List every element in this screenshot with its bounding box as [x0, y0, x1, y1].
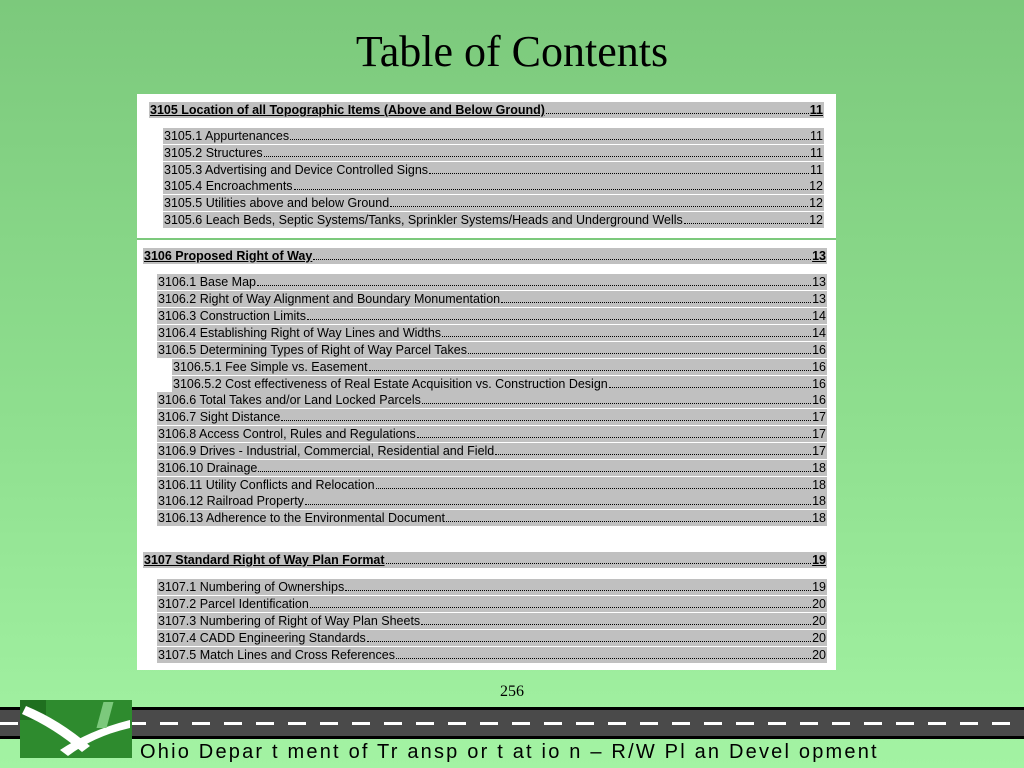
toc-item-page: 12 — [809, 213, 823, 227]
toc-leader — [367, 630, 811, 642]
toc-leader — [546, 102, 809, 114]
page-number: 256 — [500, 683, 524, 700]
toc-item-3106-4 — [157, 325, 827, 341]
toc-item-page: 14 — [812, 326, 826, 340]
toc-item-page: 11 — [810, 163, 823, 177]
toc-item-text: 3106.9 Drives - Industrial, Commercial, Residential and Field — [158, 444, 495, 458]
toc-item-text: 3107.2 Parcel Identification — [158, 597, 309, 611]
toc-item-page: 18 — [812, 461, 826, 475]
toc-leader — [290, 128, 809, 140]
toc-item-3106-9 — [157, 443, 827, 459]
toc-leader — [422, 392, 811, 404]
toc-heading-page: 19 — [812, 553, 826, 567]
toc-item-page: 19 — [812, 580, 826, 594]
toc-item-3107-4 — [157, 630, 827, 646]
toc-item-3107-2 — [157, 596, 827, 612]
road-footer-bar — [0, 707, 1024, 739]
toc-heading-3105 — [149, 102, 824, 118]
toc-leader — [495, 443, 811, 455]
toc-item-text: 3105.4 Encroachments — [164, 179, 293, 193]
section-divider — [137, 238, 836, 240]
toc-item-page: 17 — [812, 410, 826, 424]
toc-leader — [258, 460, 811, 472]
toc-item-page: 20 — [812, 614, 826, 628]
toc-item-3106-13 — [157, 510, 827, 526]
toc-item-text: 3106.5 Determining Types of Right of Way Parcel Takes — [158, 343, 467, 357]
toc-item-text: 3107.5 Match Lines and Cross References — [158, 648, 395, 662]
toc-leader — [257, 274, 811, 286]
toc-leader — [442, 325, 811, 337]
toc-item-page: 12 — [809, 179, 823, 193]
road-lane-dashes — [0, 722, 1024, 725]
toc-leader — [369, 359, 812, 371]
toc-heading-page: 13 — [812, 249, 826, 263]
toc-item-3106-5-2 — [172, 376, 827, 392]
toc-leader — [294, 178, 809, 190]
toc-item-3106-10 — [157, 460, 827, 476]
toc-leader — [305, 493, 811, 505]
toc-item-text: 3106.2 Right of Way Alignment and Boundary Monumentation — [158, 292, 501, 306]
toc-item-3107-5 — [157, 647, 827, 663]
toc-item-text: 3107.4 CADD Engineering Standards — [158, 631, 366, 645]
toc-panel — [137, 94, 836, 670]
toc-leader — [264, 145, 809, 157]
toc-item-page: 16 — [812, 393, 826, 407]
toc-heading-text: 3105 Location of all Topographic Items (Above and Below Ground) — [150, 103, 545, 117]
toc-item-page: 18 — [812, 494, 826, 508]
toc-leader — [281, 409, 811, 421]
toc-item-3107-3 — [157, 613, 827, 629]
toc-item-text: 3106.6 Total Takes and/or Land Locked Parcels — [158, 393, 421, 407]
toc-item-3105-1 — [163, 128, 824, 144]
toc-item-3106-2 — [157, 291, 827, 307]
toc-item-3106-5 — [157, 342, 827, 358]
toc-item-text: 3106.10 Drainage — [158, 461, 258, 475]
toc-leader — [345, 579, 811, 591]
toc-heading-page: 11 — [809, 103, 823, 117]
toc-item-page: 20 — [812, 597, 826, 611]
toc-leader — [396, 647, 811, 659]
toc-item-3105-2 — [163, 145, 824, 161]
toc-item-3106-8 — [157, 426, 827, 442]
toc-leader — [429, 162, 809, 174]
toc-leader — [417, 426, 811, 438]
odot-logo-icon — [20, 700, 132, 758]
toc-leader — [386, 552, 812, 564]
toc-item-text: 3106.5.2 Cost effectiveness of Real Estate Acquisition vs. Construction Design — [173, 377, 608, 391]
toc-item-page: 14 — [812, 309, 826, 323]
toc-item-text: 3107.1 Numbering of Ownerships — [158, 580, 345, 594]
toc-item-3105-4 — [163, 178, 824, 194]
toc-item-text: 3107.3 Numbering of Right of Way Plan Sheets — [158, 614, 421, 628]
toc-item-page: 18 — [812, 511, 826, 525]
toc-item-page: 16 — [812, 360, 826, 374]
toc-item-text: 3106.5.1 Fee Simple vs. Easement — [173, 360, 368, 374]
toc-item-text: 3106.4 Establishing Right of Way Lines and Widths — [158, 326, 442, 340]
toc-leader — [310, 596, 811, 608]
toc-item-3106-12 — [157, 493, 827, 509]
toc-heading-3106 — [143, 248, 827, 264]
footer-organization: Ohio Depar t ment of Tr ansp or t at io n – R/W Pl an Devel opment — [140, 741, 879, 763]
toc-item-3106-1 — [157, 274, 827, 290]
toc-leader — [684, 212, 808, 224]
toc-item-page: 16 — [812, 343, 826, 357]
toc-leader — [376, 477, 812, 489]
toc-item-text: 3105.3 Advertising and Device Controlled Signs — [164, 163, 429, 177]
toc-item-page: 12 — [809, 196, 823, 210]
toc-item-page: 13 — [812, 275, 826, 289]
toc-item-text: 3106.3 Construction Limits — [158, 309, 306, 323]
toc-leader — [468, 342, 811, 354]
toc-item-text: 3106.12 Railroad Property — [158, 494, 304, 508]
toc-item-page: 11 — [810, 146, 823, 160]
toc-leader — [501, 291, 811, 303]
toc-item-text: 3105.2 Structures — [164, 146, 263, 160]
toc-item-3105-6 — [163, 212, 824, 228]
toc-item-3105-3 — [163, 162, 824, 178]
toc-leader — [313, 248, 811, 260]
toc-leader — [609, 376, 811, 388]
toc-item-page: 16 — [812, 377, 826, 391]
toc-item-page: 13 — [812, 292, 826, 306]
toc-item-text: 3106.11 Utility Conflicts and Relocation — [158, 478, 375, 492]
toc-item-page: 20 — [812, 631, 826, 645]
toc-item-text: 3106.13 Adherence to the Environmental Document — [158, 511, 445, 525]
toc-heading-text: 3107 Standard Right of Way Plan Format — [144, 553, 385, 567]
toc-item-text: 3105.6 Leach Beds, Septic Systems/Tanks, Sprinkler Systems/Heads and Underground Wells — [164, 213, 683, 227]
toc-item-text: 3105.5 Utilities above and below Ground — [164, 196, 390, 210]
toc-item-page: 18 — [812, 478, 826, 492]
toc-item-text: 3106.7 Sight Distance — [158, 410, 281, 424]
toc-item-page: 11 — [810, 129, 823, 143]
toc-leader — [390, 195, 808, 207]
odot-logo-graphic — [20, 700, 132, 758]
toc-item-3106-5-1 — [172, 359, 827, 375]
toc-item-text: 3105.1 Appurtenances — [164, 129, 290, 143]
toc-item-3106-6 — [157, 392, 827, 408]
toc-item-text: 3106.8 Access Control, Rules and Regulations — [158, 427, 416, 441]
toc-item-3106-3 — [157, 308, 827, 324]
toc-leader — [307, 308, 811, 320]
toc-item-3106-11 — [157, 477, 827, 493]
toc-item-page: 20 — [812, 648, 826, 662]
slide-title: Table of Contents — [355, 27, 669, 76]
toc-heading-3107 — [143, 552, 827, 568]
toc-leader — [446, 510, 811, 522]
toc-leader — [421, 613, 811, 625]
toc-heading-text: 3106 Proposed Right of Way — [144, 249, 313, 263]
toc-item-3106-7 — [157, 409, 827, 425]
toc-item-3107-1 — [157, 579, 827, 595]
toc-item-page: 17 — [812, 444, 826, 458]
toc-item-3105-5 — [163, 195, 824, 211]
toc-item-text: 3106.1 Base Map — [158, 275, 256, 289]
toc-item-page: 17 — [812, 427, 826, 441]
